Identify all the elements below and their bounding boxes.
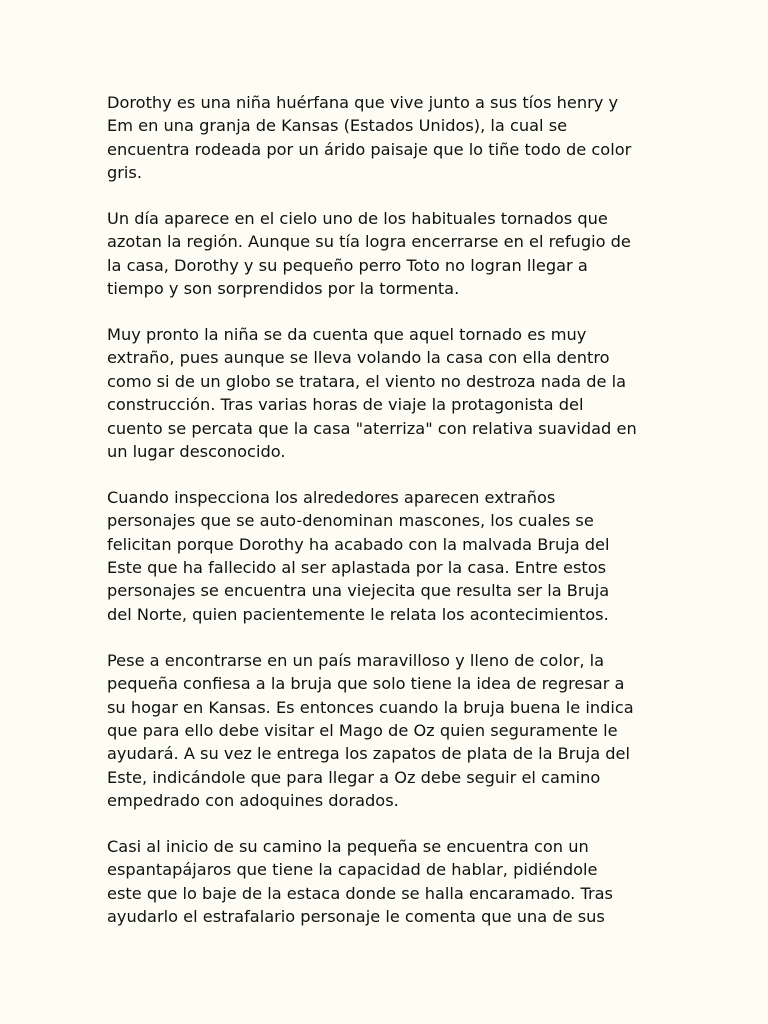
- paragraph-3: Muy pronto la niña se da cuenta que aquel tornado es muy extraño, pues aunque se lleva volando la casa con ella dentro como si de un globo se tratara, el viento no destroza nada de la construcción. Tras varias horas de viaje la protagonista del cuento se percata que la casa "aterriza" con relativa suavidad en un lugar desconocido.: [107, 325, 637, 462]
- paragraph-6: Casi al inicio de su camino la pequeña se encuentra con un espantapájaros que tiene la capacidad de hablar, pidiéndole este que lo baje de la estaca donde se halla encaramado. Tras ayudarlo el estrafalario personaje le comenta que una de sus: [107, 836, 613, 927]
- paragraph-5: Pese a encontrarse en un país maravilloso y lleno de color, la pequeña confiesa a la bruja que solo tiene la idea de regresar a su hogar en Kansas. Es entonces cuando la bruja buena le indica que para ello debe visitar el Mago de Oz quien seguramente le ayudará. A su vez le entrega los zapatos de plata de la Bruja del Este, indicándole que para llegar a Oz debe seguir el camino empedrado con adoquines dorados.: [107, 650, 634, 811]
- paragraph-4: Cuando inspecciona los alrededores aparecen extraños personajes que se auto-denominan mascones, los cuales se felicitan porque Dorothy ha acabado con la malvada Bruja del Este que ha fallecido al ser aplastada por la casa. Entre estos personajes se encuentra una viejecita que resulta ser la Bruja del Norte, quien pacientemente le relata los acontecimientos.: [107, 487, 610, 624]
- paragraph-1: Dorothy es una niña huérfana que vive junto a sus tíos henry y Em en una granja de Kansas (Estados Unidos), la cual se encuentra rodeada por un árido paisaje que lo tiñe todo de color gris.: [107, 93, 632, 183]
- paragraph-2: Un día aparece en el cielo uno de los habituales tornados que azotan la región. Aunque su tía logra encerrarse en el refugio de la casa, Dorothy y su pequeño perro Toto no logran llegar a tiempo y son sorprendidos por la tormenta.: [107, 209, 631, 299]
- document-body: [107, 91, 667, 951]
